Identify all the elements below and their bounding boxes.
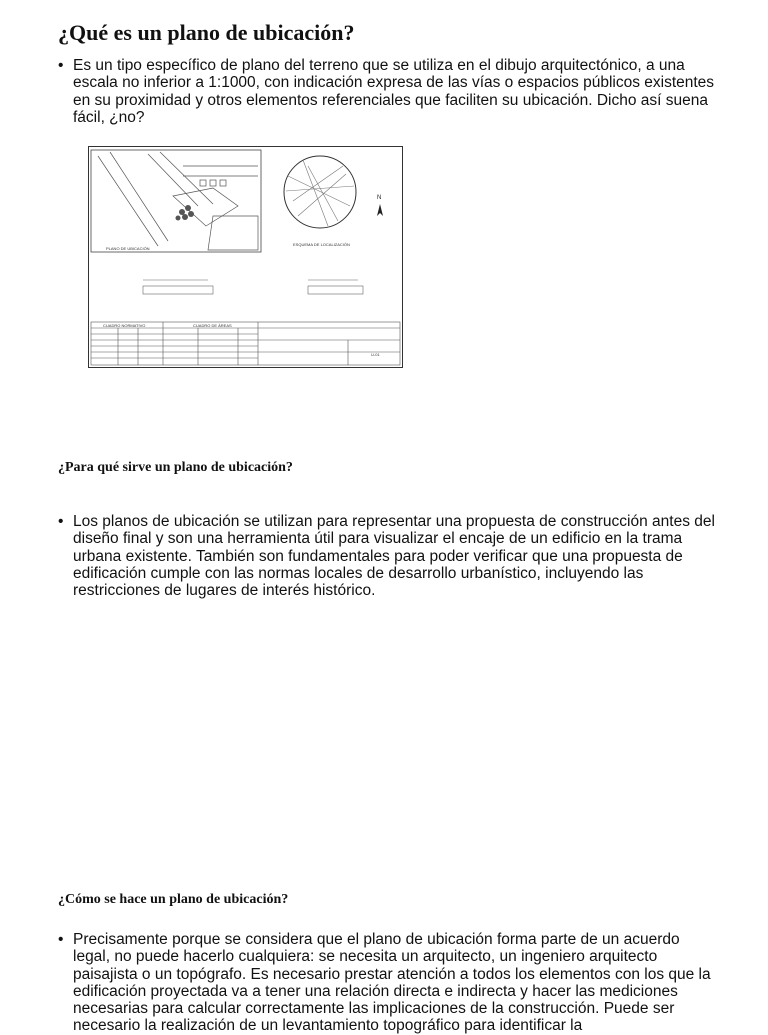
bullet-text: Los planos de ubicación se utilizan para representar una propuesta de construcción antes del diseño final y son una herramienta útil para visualizar el encaje de un edificio en la trama urbana existente. También son fundamentales para poder verificar que una propuesta de edificación cumple con las normas locales de desarrollo urbanístico, incluyendo las restricciones de lugares de interés histórico. [73, 513, 715, 600]
bullet-item-how [58, 931, 718, 1035]
bullet-item-definition [58, 57, 718, 126]
plan-title-label: PLANO DE UBICACIÓN [106, 246, 150, 251]
bullet-text: Es un tipo específico de plano del terreno que se utiliza en el dibujo arquitectónico, a una escala no inferior a 1:1000, con indicación expresa de las vías o espacios públicos existentes en su proximidad y otros elementos referenciales que faciliten su ubicación. Dicho así suena fácil, ¿no? [73, 57, 715, 126]
north-arrow-label: N [377, 195, 382, 201]
section-heading-how: ¿Cómo se hace un plano de ubicación? [58, 892, 289, 907]
locality-title-label: ESQUEMA DE LOCALIZACIÓN [293, 242, 350, 247]
section-heading-purpose: ¿Para qué sirve un plano de ubicación? [58, 460, 293, 475]
bullet-dot: • [58, 513, 64, 530]
sheet-code: U-01 [371, 352, 380, 357]
bullet-item-purpose [58, 513, 718, 599]
bullet-dot: • [58, 931, 64, 948]
table-normative-title: CUADRO NORMATIVO [103, 323, 146, 328]
table-areas-title: CUADRO DE ÁREAS [193, 323, 232, 328]
location-plan-figure [88, 146, 403, 368]
bullet-text: Precisamente porque se considera que el plano de ubicación forma parte de un acuerdo legal, no puede hacerlo cualquiera: se necesita un arquitecto, un ingeniero arquitecto paisajista o un topógrafo. Es necesario prestar atención a todos los elementos con los que la edificación proyectada va a tener una relación directa e indirecta y hacer las mediciones necesarias para calcular correctamente las implicaciones de la construcción. Puede ser necesario la realización de un levantamiento topográfico para identificar la [73, 931, 711, 1035]
bullet-dot: • [58, 57, 64, 74]
page-title: ¿Qué es un plano de ubicación? [58, 20, 355, 45]
